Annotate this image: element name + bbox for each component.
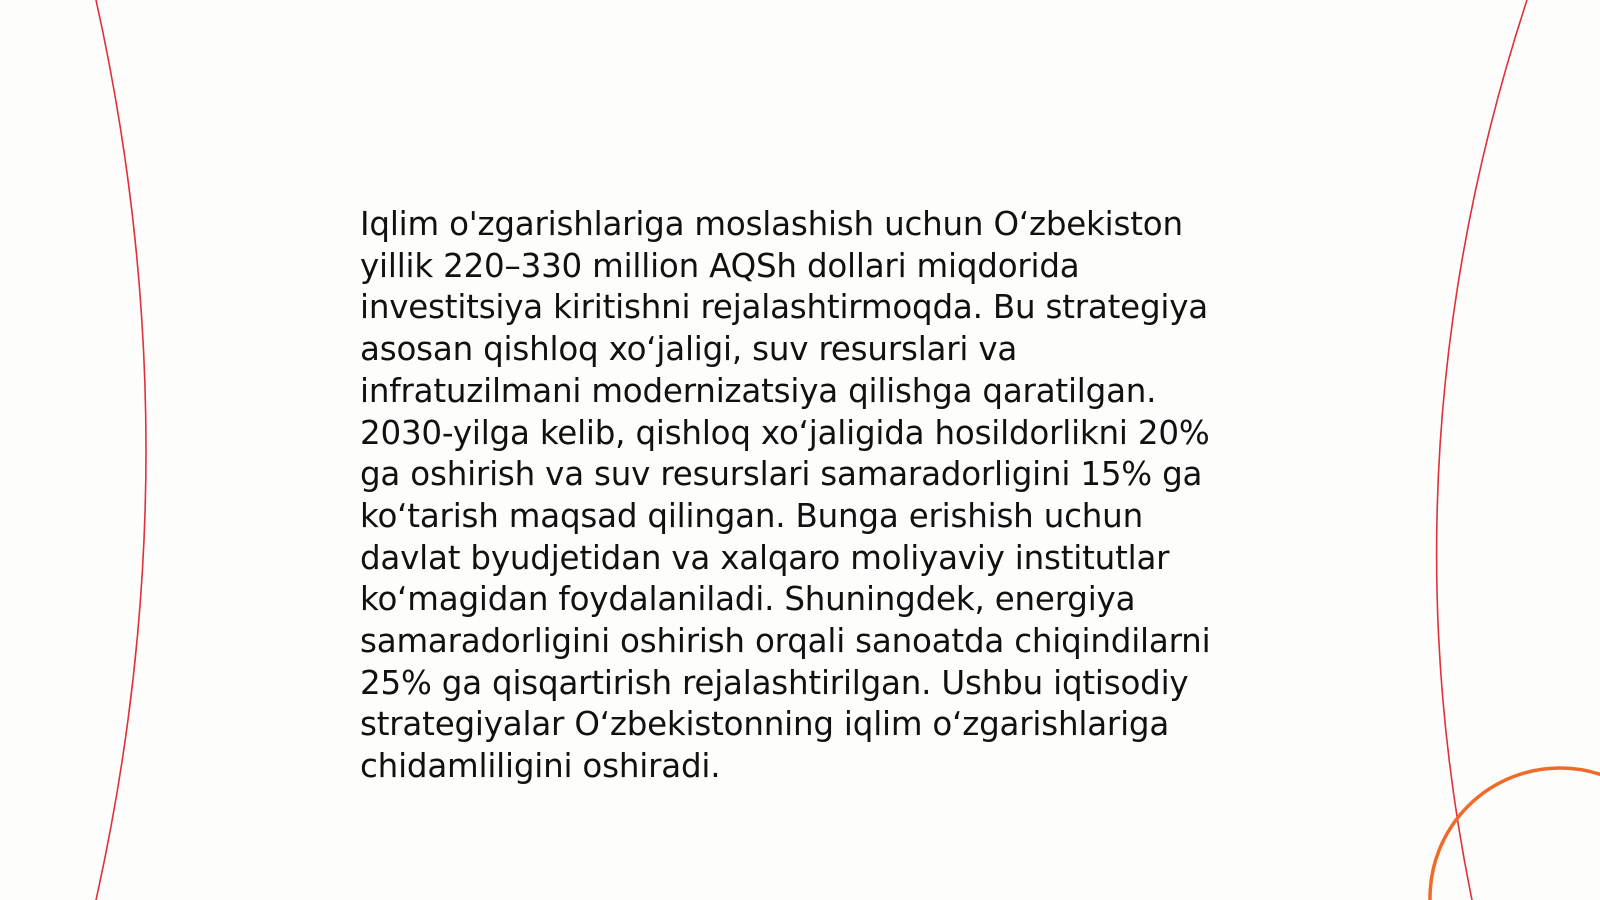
- body-paragraph: Iqlim o'zgarishlariga moslashish uchun O‘zbekiston yillik 220–330 million AQSh dollari miqdorida investitsiya kiritishni rejalashtirmoqda. Bu strategiya asosan qishloq xo‘jaligi, suv resurslari va infratuzilmani modernizatsiya qilishga qaratilgan. 2030-yilga kelib, qishloq xo‘jaligida hosildorlikni 20% ga oshirish va suv resurslari samaradorligini 15% ga ko‘tarish maqsad qilingan. Bunga erishish uchun davlat byudjetidan va xalqaro moliyaviy institutlar ko‘magidan foydalaniladi. Shuningdek, energiya samaradorligini oshirish orqali sanoatda chiqindilarni 25% ga qisqartirish rejalashtirilgan. Ushbu iqtisodiy strategiyalar O‘zbekistonning iqlim o‘zgarishlariga chidamliligini oshiradi.: [360, 205, 1211, 786]
- right-curve-line: [1437, 0, 1527, 900]
- left-curve-line: [96, 0, 146, 900]
- accent-circle: [1430, 768, 1600, 900]
